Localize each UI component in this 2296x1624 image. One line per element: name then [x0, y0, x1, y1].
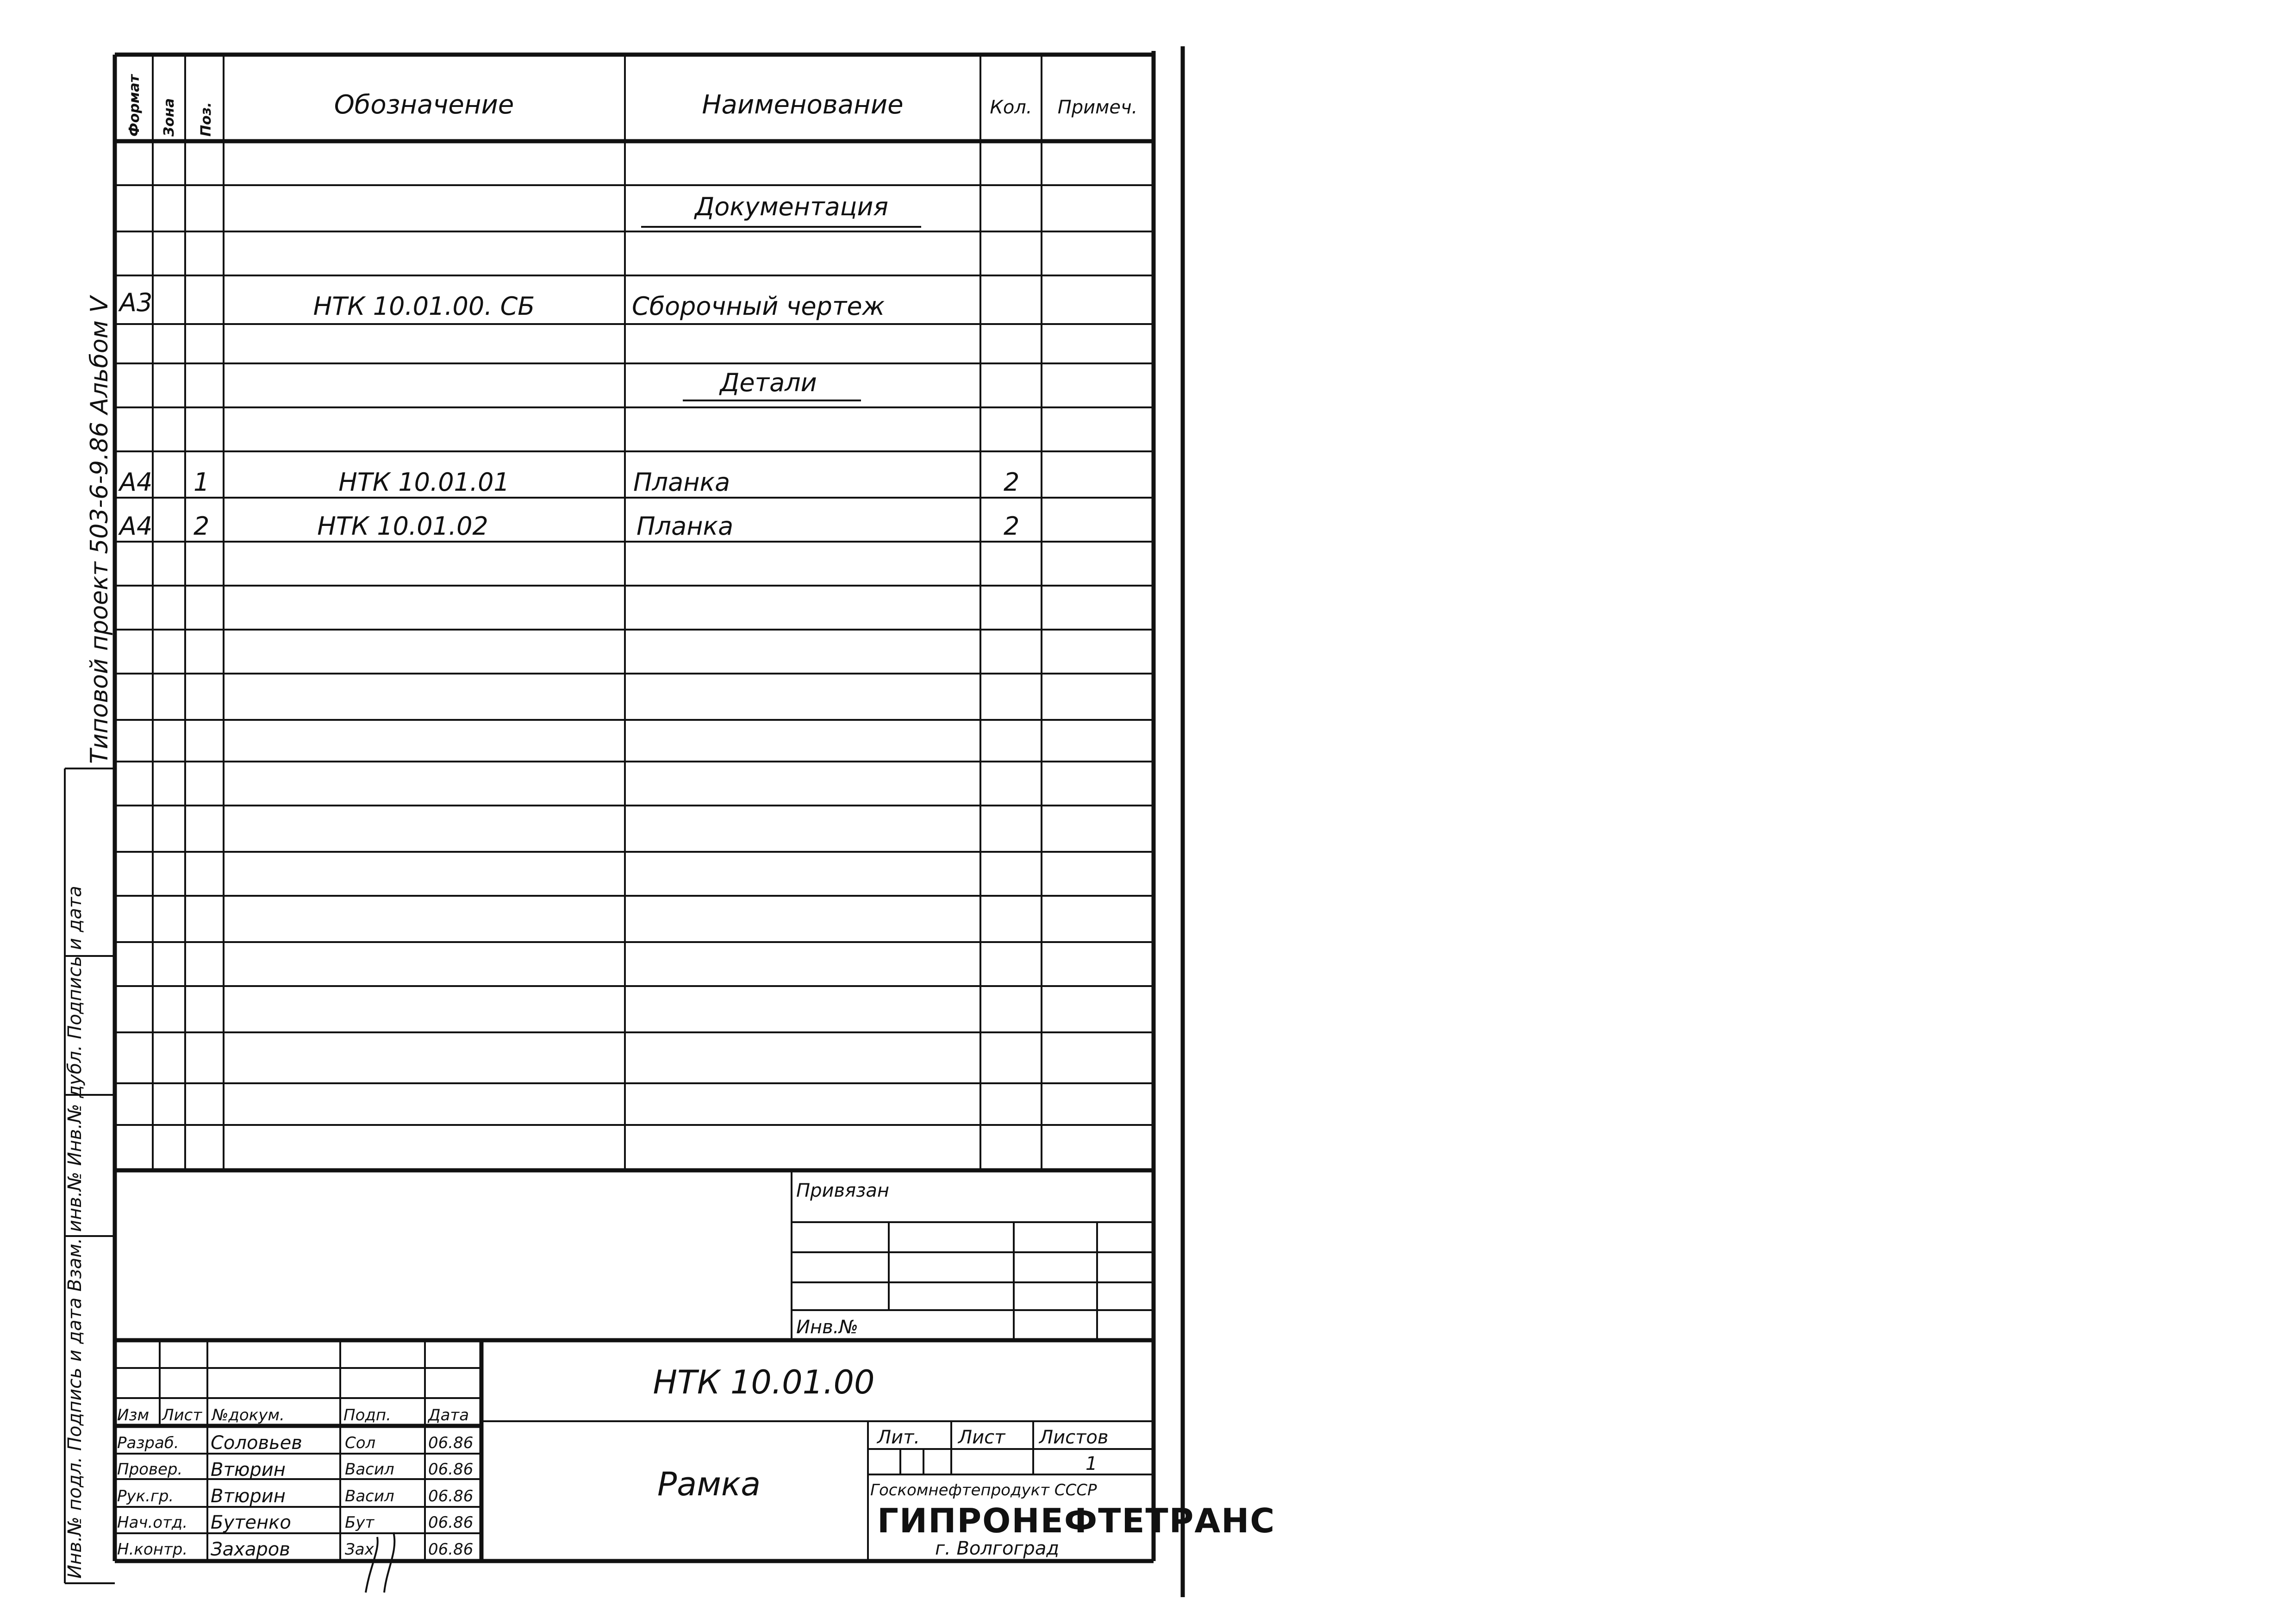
drawing-name: Рамка [657, 1465, 761, 1503]
table-row [118, 512, 1019, 541]
privyazan-block [792, 1170, 1154, 1340]
side-stamp [64, 768, 115, 1583]
person-role: Н.контр. [117, 1540, 188, 1559]
section-documentation: Документация [695, 192, 888, 221]
header-zone: Зона [161, 98, 177, 137]
person-name: Втюрин [211, 1459, 286, 1480]
row-format: А3 [119, 288, 153, 317]
row-pos: 2 [193, 512, 210, 541]
person-sign: Бут [345, 1513, 374, 1532]
org-city: г. Волгоград [935, 1538, 1059, 1559]
person-name: Захаров [211, 1539, 290, 1560]
privyazan-label: Привязан [796, 1180, 890, 1201]
sheet-label: Лист [958, 1427, 1005, 1448]
row-qty: 2 [1004, 512, 1020, 541]
spec-row-lines [115, 185, 1154, 1125]
person-date: 06.86 [428, 1540, 474, 1559]
header-name: Наименование [702, 90, 904, 120]
side-stamp-text: Инв.№ подл. Подпись и дата Взам. инв.№ Инв.№ дубл. Подпись и дата [64, 886, 86, 1579]
person-date: 06.86 [428, 1434, 474, 1452]
section-details: Детали [720, 368, 817, 397]
person-sign: Васил [345, 1487, 394, 1505]
person-role: Нач.отд. [117, 1513, 188, 1532]
lit-label: Лит. [877, 1427, 920, 1448]
person-sign: Васил [345, 1460, 394, 1479]
person-date: 06.86 [428, 1460, 474, 1479]
person-role: Разраб. [117, 1434, 179, 1452]
person-date: 06.86 [428, 1513, 474, 1532]
table-row [118, 288, 885, 321]
person-sign: Сол [345, 1434, 376, 1452]
row-qty: 2 [1004, 468, 1020, 497]
sheets-value: 1 [1086, 1453, 1098, 1474]
header-note: Примеч. [1057, 97, 1138, 118]
table-row [118, 468, 1019, 497]
person-role: Провер. [117, 1460, 183, 1479]
person-name: Бутенко [211, 1512, 291, 1533]
row-name: Сборочный чертеж [632, 292, 885, 321]
row-name: Планка [633, 468, 730, 497]
title-block [115, 1340, 1275, 1593]
person-name: Соловьев [211, 1432, 302, 1454]
org-name: ГИПРОНЕФТЕТРАНС [877, 1501, 1276, 1540]
org-ministry: Госкомнефтепродукт СССР [870, 1481, 1097, 1499]
person-sign: Зах [345, 1540, 374, 1559]
col-header-izm: Изм [117, 1406, 150, 1424]
person-role: Рук.гр. [117, 1487, 174, 1505]
header-designation: Обозначение [334, 90, 514, 120]
row-name: Планка [636, 512, 734, 541]
row-format: А4 [119, 468, 153, 497]
row-designation: НТК 10.01.00. СБ [313, 292, 535, 321]
person-date: 06.86 [428, 1487, 474, 1505]
person-name: Втюрин [211, 1486, 286, 1507]
drawing-code: НТК 10.01.00 [653, 1363, 875, 1401]
header-qty: Кол. [990, 97, 1032, 118]
col-header-date: Дата [428, 1406, 469, 1424]
inv-label: Инв.№ [796, 1317, 858, 1338]
spec-header [126, 74, 1137, 137]
side-project-title: Типовой проект 503-6-9.86 Альбом V [86, 296, 113, 764]
row-designation: НТК 10.01.01 [338, 468, 510, 497]
row-designation: НТК 10.01.02 [317, 512, 488, 541]
row-pos: 1 [193, 468, 210, 497]
row-format: А4 [119, 512, 153, 541]
col-header-sign: Подп. [343, 1406, 391, 1424]
header-format: Формат [126, 75, 143, 137]
sheets-label: Листов [1039, 1427, 1109, 1448]
col-header-doc: №докум. [212, 1406, 285, 1424]
header-pos: Поз. [198, 102, 214, 137]
col-header-list: Лист [162, 1406, 202, 1424]
